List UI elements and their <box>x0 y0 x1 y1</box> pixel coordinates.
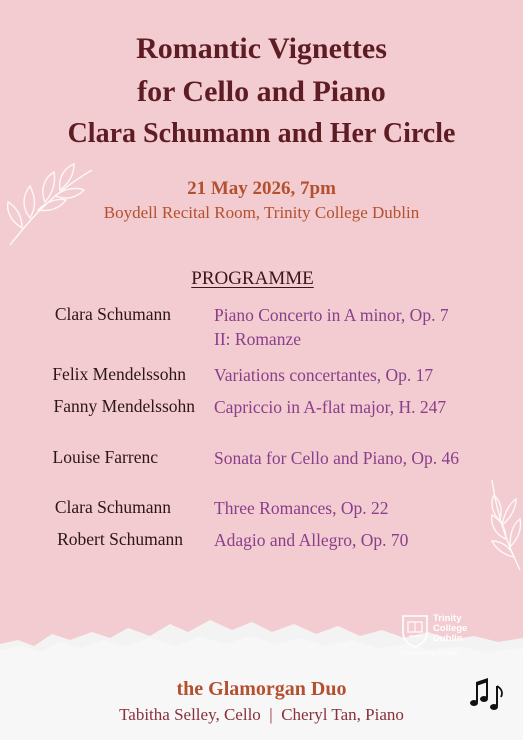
composer-name: Fanny Mendelssohn <box>53 396 195 416</box>
composer-name: Louise Farrenc <box>52 447 158 467</box>
leaf-branch-icon <box>462 475 523 575</box>
logo-wordmark <box>433 614 467 644</box>
subtitle: Clara Schumann and Her Circle <box>67 118 456 149</box>
programme-heading: PROGRAMME <box>191 268 314 289</box>
leaf-branch-icon <box>0 150 100 250</box>
performers-line: Tabitha Selley, Cello | Cheryl Tan, Piano <box>119 705 404 724</box>
composer-name: Clara Schumann <box>54 497 171 517</box>
ensemble-name: the Glamorgan Duo <box>176 678 347 700</box>
trinity-crest-icon <box>401 614 429 648</box>
logo-name-line: College <box>433 623 468 634</box>
composer-name: Clara Schumann <box>54 304 171 324</box>
work-subtitle: II: Romanze <box>214 329 301 349</box>
work-title: Variations concertantes, Op. 17 <box>214 365 434 385</box>
work-title: Sonata for Cello and Piano, Op. 46 <box>214 448 459 468</box>
title-line-2: for Cello and Piano <box>137 75 386 108</box>
work-title: Piano Concerto in A minor, Op. 7 <box>214 305 449 325</box>
work-title: Three Romances, Op. 22 <box>214 498 389 518</box>
work-title: Capriccio in A-flat major, H. 247 <box>214 397 447 417</box>
work-title: Adagio and Allegro, Op. 70 <box>214 530 409 550</box>
logo-tagline: The University of Dublin <box>401 651 460 657</box>
trinity-college-logo <box>401 614 491 664</box>
logo-name-line: Dublin <box>433 633 463 644</box>
composer-name: Robert Schumann <box>57 529 183 549</box>
logo-name-line: Trinity <box>433 613 462 624</box>
music-notes-icon <box>468 676 504 712</box>
composer-name: Felix Mendelssohn <box>52 364 186 384</box>
event-venue: Boydell Recital Room, Trinity College Dublin <box>103 203 420 222</box>
title-line-1: Romantic Vignettes <box>136 32 387 65</box>
event-date: 21 May 2026, 7pm <box>187 178 336 199</box>
